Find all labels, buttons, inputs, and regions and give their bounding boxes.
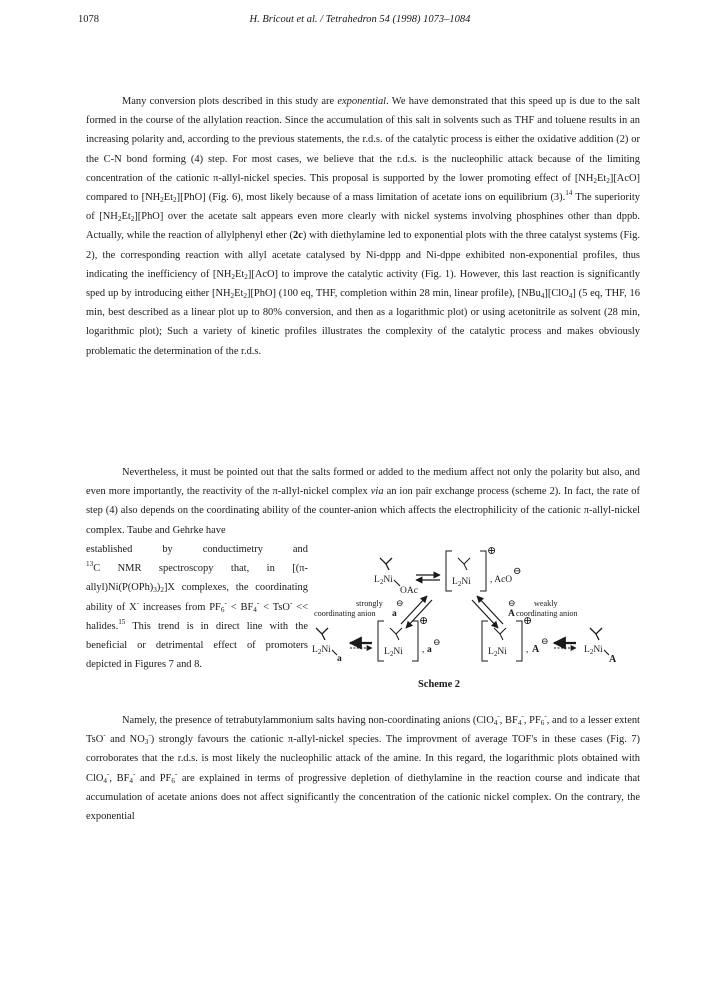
svg-text:L2Ni: $L_2Ni$ — [384, 647, 403, 658]
paragraph: established by conductimetry and $^{13}$C NMR spectroscopy that, in $[(\pi-allyl)Ni(P(OPh)_3)_2]X$ complexes, the coordinating ability of X- increases from $PF_6^- < BF_4^- < TsO^-$ << halides.$^{15}$ This trend is in direct line with the beneficial or detrimental effect of promoters depicted in Figures 7 and 8. — [86, 544, 309, 671]
svg-text:,: , — [526, 645, 529, 655]
svg-text:OAc: OAc — [400, 586, 418, 596]
svg-text:A: A — [508, 609, 515, 619]
scheme-2-diagram — [312, 544, 642, 676]
allyl-icon — [590, 628, 602, 640]
equilibrium-arrow — [554, 643, 576, 648]
svg-text:⊖: ⊖ — [513, 566, 522, 577]
svg-text:⊖: ⊖ — [396, 598, 404, 608]
svg-text:a: a — [392, 609, 397, 619]
svg-text:L2Ni: $L_2Ni$ — [584, 645, 603, 656]
allyl-icon — [380, 558, 392, 570]
equilibrium-arrow — [350, 643, 372, 648]
svg-text:⊖: ⊖ — [433, 637, 441, 647]
allyl-icon — [316, 628, 328, 640]
paragraph: Nevertheless, it must be pointed out that the salts formed or added to the medium affect not only the polarity but also, and even more importantly, the reactivity of the π-allyl-nickel complex via an ion pair exchange process (scheme 2). In fact, the rate of step (4) also depends on the coordinating ability of the counter-anion which affects the electrophilicity of the cationic π-allyl-nickel complex. Taube and Gehrke have — [86, 467, 641, 536]
svg-text:⊖: ⊖ — [508, 598, 516, 608]
svg-text:coordinating anion: coordinating anion — [314, 609, 376, 618]
svg-text:a: a — [427, 645, 432, 655]
paragraph: Namely, the presence of tetrabutylammonium salts having non-coordinating anions (ClO$_4$-, $BF_4^-$, $PF_6^-$, and to a lesser extent TsO- and $NO_3^-$) strongly favours the cationic π-allyl-nickel species. The improvment of average TOF's in these cases (Fig. 7) corroborates that the r.d.s. is most likely the nucleophilic attack of the amine. In this regard, the logarithmic plots obtained with ClO$_4$-, $BF_4^-$ and $PF_6^-$ are explained in terms of progressive depletion of diethylamine in the reaction course and indicate that accumulation of acetate anions does not affect significantly the concentration of the cationic nickel complex. On the contrary, the exponential — [86, 712, 640, 823]
svg-text:A: A — [532, 644, 540, 655]
svg-text:weakly: weakly — [534, 599, 558, 608]
cation-charge: ⊕ — [487, 545, 497, 557]
scheme-caption: Scheme 2 — [418, 679, 461, 690]
svg-text:⊖: ⊖ — [541, 636, 549, 646]
paragraph: Many conversion plots described in this study are exponential. We have demonstrated that this speed up is due to the salt formed in the course of the allylation reaction. Since the accumulation of this salt in solvents such as THF and toluene results in an increasing polarity and, according to the previous statements, the r.d.s. of the catalytic process is either the oxidative addition (2) or the C-N bond forming (4) step. For most cases, we believe that the r.d.s. is the nucleophilic attack because of the limiting concentration of the cationic π-allyl-nickel species. This proposal is supported by the lower promoting effect of $[NH_2Et_2][AcO]$ compared to $[NH_2Et_2][PhO]$ (Fig. 6), most likely because of a mass limitation of acetate ions on equilibrium (3).$^{14}$ The superiority of $[NH_2Et_2][PhO]$ over the acetate salt appears even more clearly with nickel systems involving phosphines other than dppb. Actually, while the reaction of allylphenyl ether (2c) with diethylamine led to exponential plots with the three catalyst systems (Fig. 2), the corresponding reaction with allyl acetate catalysed by Ni-dppp and Ni-dppe exhibited non-exponential profiles, thus indicating the inefficiency of $[NH_2Et_2][AcO]$ to improve the catalytic activity (Fig. 1). However, this last reaction is significantly sped up by introducing either $[NH_2Et_2][PhO]$ (100 eq, THF, completion within 28 min, linear profile), [NBu$_4$][ClO$_4$] (5 eq, THF, 16 min, best described as a linear plot up to 80% conversion, and then as a logarithmic plot) or using acetonitrile as solvent (28 min, logarithmic plot); Such a variety of kinetic profiles illustrates the complexity of the catalytic process and makes obviously problematic the determination of the r.d.s. — [86, 96, 641, 357]
svg-text:strongly: strongly — [356, 599, 383, 608]
svg-text:L2Ni: $L_2Ni$ — [452, 577, 471, 588]
svg-text:a: a — [337, 654, 342, 664]
running-head: H. Bricout et al. / Tetrahedron 54 (1998) 1073–1084 — [249, 14, 471, 25]
svg-text:⊕: ⊕ — [419, 615, 429, 627]
svg-text:,: , — [422, 645, 425, 655]
svg-text:A: A — [609, 654, 617, 665]
page-number: 1078 — [78, 14, 99, 25]
svg-text:⊕: ⊕ — [523, 615, 533, 627]
equilibrium-arrow — [401, 596, 503, 628]
equilibrium-arrow — [416, 575, 440, 580]
svg-text:L2Ni: $L_2Ni$ — [488, 647, 507, 658]
svg-text:L2Ni: $L_2Ni$ — [374, 575, 393, 586]
svg-text:coordinating anion: coordinating anion — [516, 609, 578, 618]
scheme-region — [86, 540, 640, 696]
svg-text:L2Ni: $L_2Ni$ — [312, 645, 331, 656]
svg-text:, AcO: , AcO — [490, 575, 513, 585]
